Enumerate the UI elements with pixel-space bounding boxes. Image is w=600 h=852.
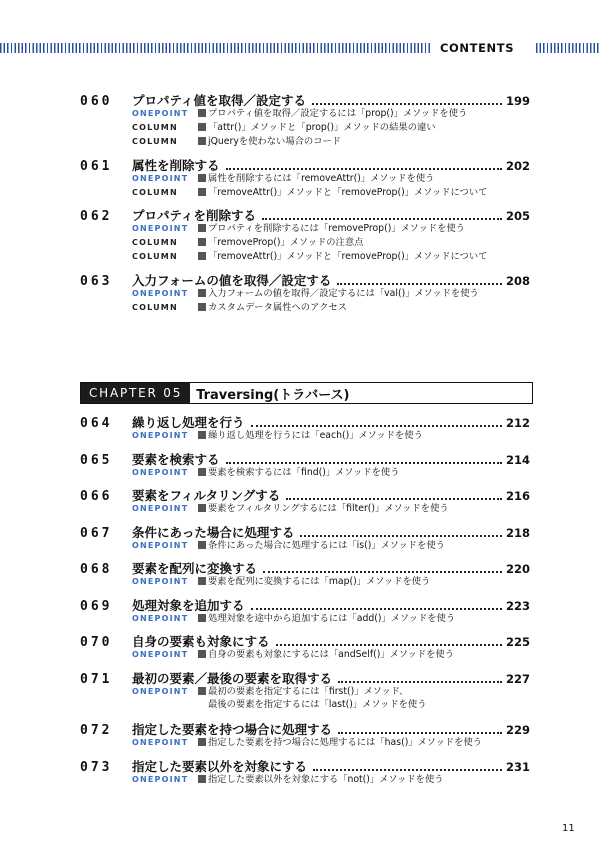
square-bullet-icon bbox=[198, 541, 206, 549]
onepoint-label: ONEPOINT bbox=[132, 109, 189, 118]
contents-label: CONTENTS bbox=[440, 41, 515, 55]
toc-entry bbox=[80, 596, 530, 626]
toc-sub-item bbox=[132, 539, 530, 553]
entry-title: 入力フォームの値を取得／設定する bbox=[132, 273, 332, 288]
column-label: COLUMN bbox=[132, 252, 178, 261]
header-stripes-left bbox=[0, 43, 432, 53]
dot-leader bbox=[276, 644, 502, 646]
entry-title: 指定した要素以外を対象にする bbox=[132, 759, 308, 774]
entry-title: プロパティ値を取得／設定する bbox=[132, 93, 307, 108]
sub-item-text: 指定した要素を持つ場合に処理するには「has()」メソッドを使う bbox=[208, 737, 482, 748]
sub-item-text: 処理対象を途中から追加するには「add()」メソッドを使う bbox=[208, 613, 456, 624]
entry-page: 205 bbox=[505, 209, 530, 223]
dot-leader bbox=[338, 681, 502, 683]
sub-item-text: 要素を配列に変換するには「map()」メソッドを使う bbox=[208, 576, 431, 587]
dot-leader bbox=[312, 103, 502, 105]
square-bullet-icon bbox=[198, 303, 206, 311]
toc-sub-item bbox=[132, 135, 530, 149]
sub-item-text: プロパティ値を取得／設定するには「prop()」メソッドを使う bbox=[208, 108, 468, 119]
toc-entry-heading bbox=[80, 632, 530, 648]
entry-page: 229 bbox=[505, 723, 530, 737]
toc-entry bbox=[80, 720, 530, 750]
sub-item-text: 要素をフィルタリングするには「filter()」メソッドを使う bbox=[208, 503, 449, 514]
toc-entry bbox=[80, 632, 530, 662]
dot-leader bbox=[300, 535, 502, 537]
sub-item-text: 条件にあった場合に処理するには「is()」メソッドを使う bbox=[208, 540, 445, 551]
column-label: COLUMN bbox=[132, 303, 178, 312]
toc-entry bbox=[80, 271, 530, 315]
sub-item-text: 「removeAttr()」メソッドと「removeProp()」メソッドについて bbox=[208, 187, 488, 198]
entry-number: 073 bbox=[80, 760, 113, 775]
entry-number: 069 bbox=[80, 599, 113, 614]
sub-item-text: 自身の要素も対象にするには「andSelf()」メソッドを使う bbox=[208, 649, 455, 660]
sub-item-text: 要素を検索するには「find()」メソッドを使う bbox=[208, 467, 400, 478]
square-bullet-icon bbox=[198, 123, 206, 131]
toc-entry-heading bbox=[80, 669, 530, 685]
header-bar bbox=[0, 41, 600, 55]
square-bullet-icon bbox=[198, 431, 206, 439]
entry-title: 属性を削除する bbox=[132, 158, 220, 173]
toc-sub-item bbox=[132, 575, 530, 589]
toc-sub-item bbox=[132, 429, 530, 443]
sub-item-text: プロパティを削除するには「removeProp()」メソッドを使う bbox=[208, 223, 465, 234]
onepoint-label: ONEPOINT bbox=[132, 174, 189, 183]
toc-entry bbox=[80, 206, 530, 264]
chapter-label: CHAPTER 05 bbox=[81, 383, 190, 403]
square-bullet-icon bbox=[198, 137, 206, 145]
dot-leader bbox=[286, 498, 502, 500]
toc-entry-heading bbox=[80, 271, 530, 287]
toc-sub-item bbox=[132, 186, 530, 200]
square-bullet-icon bbox=[198, 614, 206, 622]
sub-item-text: 最初の要素を指定するには「first()」メソッド、 最後の要素を指定するには「last()」メソッドを使う bbox=[208, 686, 427, 710]
entry-number: 065 bbox=[80, 453, 113, 468]
toc-entry-heading bbox=[80, 720, 530, 736]
onepoint-label: ONEPOINT bbox=[132, 541, 189, 550]
entry-number: 064 bbox=[80, 416, 113, 431]
onepoint-label: ONEPOINT bbox=[132, 577, 189, 586]
entry-page: 231 bbox=[505, 760, 530, 774]
entry-page: 218 bbox=[505, 526, 530, 540]
toc-sub-item bbox=[132, 736, 530, 750]
toc-entry bbox=[80, 523, 530, 553]
toc-entry-heading bbox=[80, 559, 530, 575]
entry-title: 要素を検索する bbox=[132, 452, 220, 467]
toc-sub-item bbox=[132, 502, 530, 516]
page-number: 11 bbox=[562, 823, 575, 834]
dot-leader bbox=[337, 283, 502, 285]
dot-leader bbox=[226, 462, 502, 464]
toc-sub-item bbox=[132, 250, 530, 264]
entry-number: 070 bbox=[80, 635, 113, 650]
toc-entry-heading bbox=[80, 450, 530, 466]
entry-number: 062 bbox=[80, 209, 113, 224]
dot-leader bbox=[313, 769, 502, 771]
entry-number: 071 bbox=[80, 672, 113, 687]
column-label: COLUMN bbox=[132, 188, 178, 197]
entry-title: 自身の要素も対象にする bbox=[132, 634, 270, 649]
sub-item-text: 属性を削除するには「removeAttr()」メソッドを使う bbox=[208, 173, 435, 184]
square-bullet-icon bbox=[198, 224, 206, 232]
onepoint-label: ONEPOINT bbox=[132, 614, 189, 623]
sub-item-text: 「removeProp()」メソッドの注意点 bbox=[208, 237, 364, 248]
onepoint-label: ONEPOINT bbox=[132, 224, 189, 233]
sub-item-text: 指定した要素以外を対象にする「not()」メソッドを使う bbox=[208, 774, 444, 785]
chapter-heading bbox=[80, 382, 533, 404]
dot-leader bbox=[251, 425, 502, 427]
square-bullet-icon bbox=[198, 577, 206, 585]
entry-title: 処理対象を追加する bbox=[132, 598, 245, 613]
sub-item-text: カスタムデータ属性へのアクセス bbox=[208, 302, 347, 313]
square-bullet-icon bbox=[198, 650, 206, 658]
toc-entry-heading bbox=[80, 523, 530, 539]
entry-page: 202 bbox=[505, 159, 530, 173]
sub-item-text: 「attr()」メソッドと「prop()」メソッドの結果の違い bbox=[208, 122, 436, 133]
toc-sub-item bbox=[132, 301, 530, 315]
toc-entry-heading bbox=[80, 413, 530, 429]
entry-title: 繰り返し処理を行う bbox=[132, 415, 245, 430]
dot-leader bbox=[338, 732, 502, 734]
entry-page: 216 bbox=[505, 489, 530, 503]
column-label: COLUMN bbox=[132, 123, 178, 132]
toc-sub-item bbox=[132, 107, 530, 121]
toc-entry bbox=[80, 156, 530, 200]
dot-leader bbox=[263, 571, 502, 573]
onepoint-label: ONEPOINT bbox=[132, 775, 189, 784]
toc-sub-item bbox=[132, 287, 530, 301]
onepoint-label: ONEPOINT bbox=[132, 468, 189, 477]
column-label: COLUMN bbox=[132, 238, 178, 247]
sub-item-text: 「removeAttr()」メソッドと「removeProp()」メソッドについて bbox=[208, 251, 488, 262]
square-bullet-icon bbox=[198, 687, 206, 695]
square-bullet-icon bbox=[198, 775, 206, 783]
square-bullet-icon bbox=[198, 109, 206, 117]
entry-page: 212 bbox=[505, 416, 530, 430]
square-bullet-icon bbox=[198, 252, 206, 260]
toc-entry-heading bbox=[80, 156, 530, 172]
column-label: COLUMN bbox=[132, 137, 178, 146]
entry-number: 066 bbox=[80, 489, 113, 504]
toc-sub-item bbox=[132, 612, 530, 626]
toc-entry bbox=[80, 450, 530, 480]
toc-sub-item bbox=[132, 466, 530, 480]
square-bullet-icon bbox=[198, 188, 206, 196]
entry-title: 最初の要素／最後の要素を取得する bbox=[132, 671, 333, 686]
onepoint-label: ONEPOINT bbox=[132, 289, 189, 298]
entry-page: 199 bbox=[505, 94, 530, 108]
square-bullet-icon bbox=[198, 504, 206, 512]
square-bullet-icon bbox=[198, 738, 206, 746]
toc-entry-heading bbox=[80, 206, 530, 222]
onepoint-label: ONEPOINT bbox=[132, 431, 189, 440]
toc-sub-item bbox=[132, 773, 530, 787]
toc-entry bbox=[80, 757, 530, 787]
entry-number: 061 bbox=[80, 159, 113, 174]
toc-sub-item bbox=[132, 685, 530, 712]
entry-title: 要素を配列に変換する bbox=[132, 561, 258, 576]
toc-sub-item bbox=[132, 172, 530, 186]
entry-title: 指定した要素を持つ場合に処理する bbox=[132, 722, 333, 737]
onepoint-label: ONEPOINT bbox=[132, 504, 189, 513]
square-bullet-icon bbox=[198, 468, 206, 476]
dot-leader bbox=[226, 168, 502, 170]
toc-entry-heading bbox=[80, 486, 530, 502]
entry-number: 063 bbox=[80, 274, 113, 289]
square-bullet-icon bbox=[198, 289, 206, 297]
toc-entry bbox=[80, 91, 530, 149]
entry-number: 068 bbox=[80, 562, 113, 577]
toc-entry-heading bbox=[80, 91, 530, 107]
toc-entry-heading bbox=[80, 596, 530, 612]
toc-sub-item bbox=[132, 236, 530, 250]
square-bullet-icon bbox=[198, 238, 206, 246]
entry-page: 208 bbox=[505, 274, 530, 288]
onepoint-label: ONEPOINT bbox=[132, 738, 189, 747]
toc-sub-item bbox=[132, 121, 530, 135]
onepoint-label: ONEPOINT bbox=[132, 687, 189, 696]
entry-page: 214 bbox=[505, 453, 530, 467]
entry-number: 072 bbox=[80, 723, 113, 738]
toc-sub-item bbox=[132, 648, 530, 662]
entry-title: 条件にあった場合に処理する bbox=[132, 525, 295, 540]
toc-sub-item bbox=[132, 222, 530, 236]
entry-number: 060 bbox=[80, 94, 113, 109]
entry-number: 067 bbox=[80, 526, 113, 541]
toc-entry bbox=[80, 559, 530, 589]
entry-title: 要素をフィルタリングする bbox=[132, 488, 281, 503]
entry-page: 225 bbox=[505, 635, 530, 649]
onepoint-label: ONEPOINT bbox=[132, 650, 189, 659]
toc-entry-heading bbox=[80, 757, 530, 773]
sub-item-text: 入力フォームの値を取得／設定するには「val()」メソッドを使う bbox=[208, 288, 479, 299]
entry-page: 220 bbox=[505, 562, 530, 576]
sub-item-text: 繰り返し処理を行うには「each()」メソッドを使う bbox=[208, 430, 423, 441]
entry-title: プロパティを削除する bbox=[132, 208, 257, 223]
chapter-title: Traversing(トラバース) bbox=[196, 387, 350, 403]
toc-entry bbox=[80, 486, 530, 516]
toc-entry bbox=[80, 669, 530, 712]
header-stripes-right bbox=[536, 43, 600, 53]
entry-page: 223 bbox=[505, 599, 530, 613]
toc-entry bbox=[80, 413, 530, 443]
dot-leader bbox=[262, 218, 502, 220]
entry-page: 227 bbox=[505, 672, 530, 686]
square-bullet-icon bbox=[198, 174, 206, 182]
dot-leader bbox=[251, 608, 502, 610]
sub-item-text: jQueryを使わない場合のコード bbox=[208, 136, 342, 147]
